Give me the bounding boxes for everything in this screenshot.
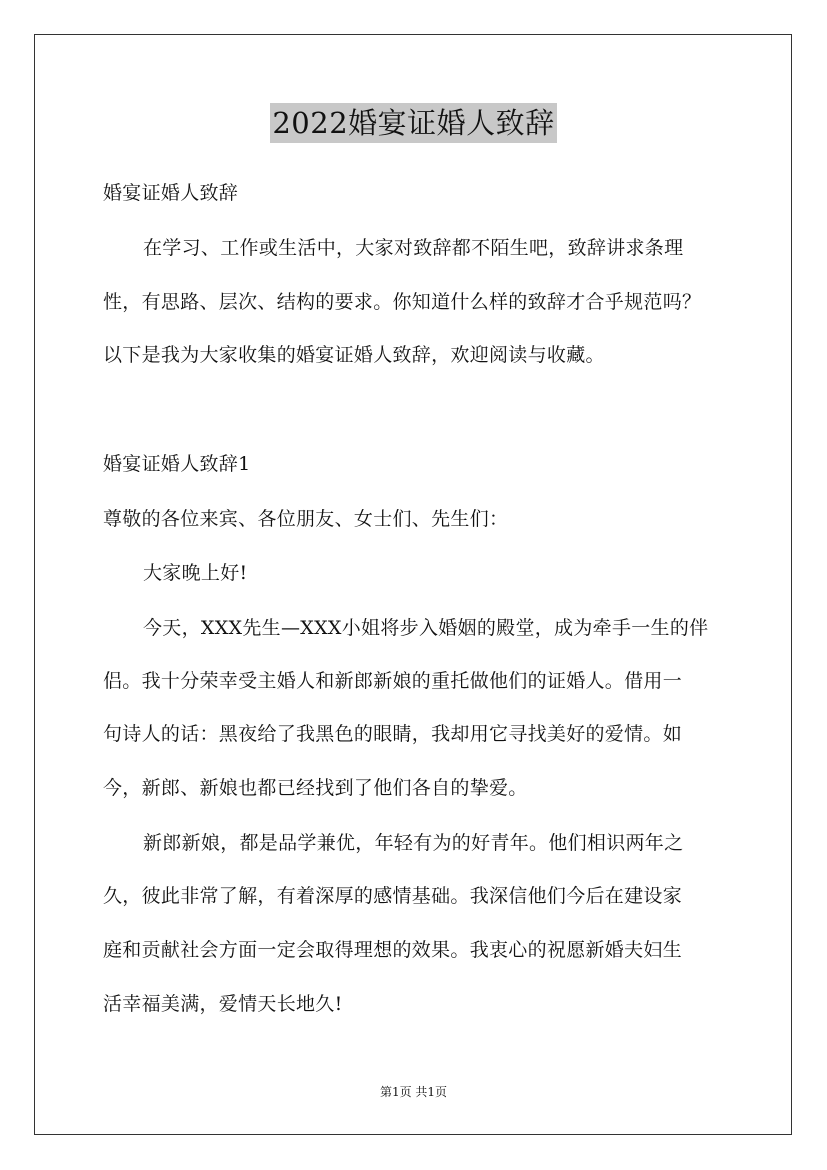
title-container: [0, 103, 827, 143]
section-heading: 婚宴证婚人致辞1: [103, 453, 251, 475]
paragraph-1-line-4: 今，新郎、新娘也都已经找到了他们各自的挚爱。: [103, 777, 528, 799]
document-title: 2022婚宴证婚人致辞: [270, 103, 556, 143]
paragraph-1-line-3: 句诗人的话：黑夜给了我黑色的眼睛，我却用它寻找美好的爱情。如: [103, 723, 683, 745]
greeting-line: 大家晚上好!: [143, 562, 248, 584]
paragraph-1-line-1: 今天，XXX先生—XXX小姐将步入婚姻的殿堂，成为牵手一生的伴: [143, 617, 709, 639]
page-footer: 第1页 共1页: [379, 1085, 448, 1099]
paragraph-1-line-2: 侣。我十分荣幸受主婚人和新郎新娘的重托做他们的证婚人。借用一: [103, 670, 683, 692]
subtitle-line: 婚宴证婚人致辞: [103, 182, 239, 204]
intro-line-1: 在学习、工作或生活中，大家对致辞都不陌生吧，致辞讲求条理: [143, 237, 684, 259]
intro-line-2: 性，有思路、层次、结构的要求。你知道什么样的致辞才合乎规范吗？: [103, 291, 702, 313]
paragraph-2-line-3: 庭和贡献社会方面一定会取得理想的效果。我衷心的祝愿新婚夫妇生: [103, 939, 683, 961]
salutation-line: 尊敬的各位来宾、各位朋友、女士们、先生们：: [103, 508, 509, 530]
paragraph-2-line-4: 活幸福美满，爱情天长地久!: [103, 993, 343, 1015]
intro-line-3: 以下是我为大家收集的婚宴证婚人致辞，欢迎阅读与收藏。: [103, 344, 605, 366]
paragraph-2-line-2: 久，彼此非常了解，有着深厚的感情基础。我深信他们今后在建设家: [103, 885, 683, 907]
paragraph-2-line-1: 新郎新娘，都是品学兼优，年轻有为的好青年。他们相识两年之: [143, 832, 684, 854]
